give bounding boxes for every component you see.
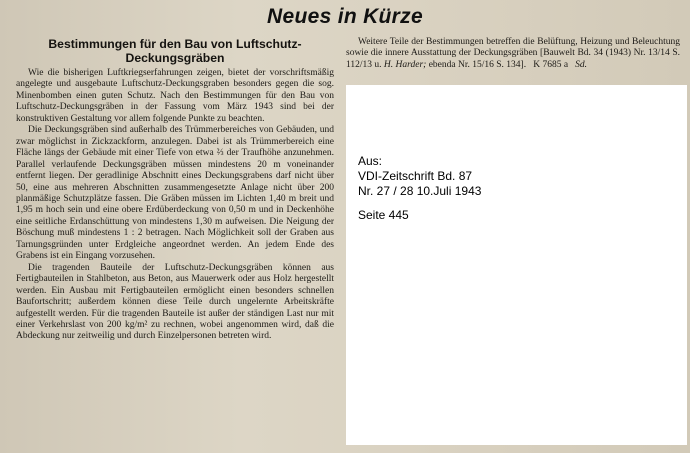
- source-note: [358, 154, 481, 223]
- reference-code: K 7685 a: [533, 59, 569, 70]
- article-title: [16, 37, 334, 65]
- article-paragraph-2: Die Deckungsgräben sind außerhalb des Trümmerbereiches von Gebäuden, und zwar möglichst in Zickzackform, anzulegen. Dabei ist als Trümmerbereich eine Fläche längs der Gebäude mit einer Tiefe von etwa ⅔ der Traufhöhe anzunehmen. Parallel verlaufende Deckungsgräben müssen mindestens 20 m voneinander entfernt liegen. Der geradlinige Abschnitt eines Deckungsgrabens darf nicht über 50, eine aus mehreren Abschnitten zusammengesetzte Anlage nicht über 200 planmäßige Schutzplätze fassen. Die Gräben müssen im Lichten 1,40 m breit und 1,95 m hoch sein und eine obere Erdüberdeckung von 0,50 m und in Deckenhöhe eine seitliche Erdanschüttung von mindestens 1,30 m aufweisen. Die Neigung der Böschung muß mindestens 1 : 2 betragen. Nach Möglichkeit soll der Graben aus Tarnungsgründen unter Erdgleiche angeordnet werden. An jedem Ende des Grabens ist ein Eingang vorzusehen.: [16, 125, 334, 262]
- citation-author: H. Harder;: [383, 59, 427, 70]
- author-signature: Sd.: [575, 59, 588, 70]
- article-paragraph-3: Die tragenden Bauteile der Luftschutz-Deckungsgräben können aus Fertigbauteilen in Stahlbeton, aus Beton, aus Mauerwerk oder aus Holz hergestellt werden. Ein Ausbau mit Fertigbauteilen ermöglicht einen besonders schnellen Baufortschritt; außerdem können diese Teile durch ungelernte Arbeitskräfte aufgestellt werden. Für die tragenden Bauteile ist außer der ständigen Last nur mit einer Verkehrslast von 200 kg/m² zu rechnen, wobei angenommen wird, daß die Abdeckung nur zeitweilig und durch Einzelpersonen betreten wird.: [16, 262, 334, 342]
- source-note-line-1: Aus:: [358, 154, 383, 168]
- continuation-paragraph: [346, 37, 680, 71]
- citation-source: ebenda Nr. 15/16 S. 134].: [426, 59, 527, 70]
- article-title-line-1: Bestimmungen für den Bau von Luftschutz-: [48, 37, 302, 51]
- article-title-line-2: Deckungsgräben: [125, 51, 225, 65]
- section-masthead: Neues in Kürze: [267, 5, 423, 28]
- source-note-page: Seite 445: [358, 208, 409, 222]
- article-right-column: [346, 37, 680, 71]
- continuation-text: Weitere Teile der Bestimmungen betreffen die Belüftung, Heizung und Beleuchtung sowie die innere Ausstattung der Deckungsgräben [Bauwelt Bd. 34 (1943) Nr. 13/14 S. 112/13 u.: [346, 37, 680, 70]
- article-left-column: [16, 37, 334, 343]
- source-note-line-3: Nr. 27 / 28 10.Juli 1943: [358, 184, 482, 198]
- source-note-line-2: VDI-Zeitschrift Bd. 87: [358, 169, 473, 183]
- article-paragraph-1: Wie die bisherigen Luftkriegserfahrungen zeigen, bietet der vorschriftsmäßig angelegte und ausgebaute Luftschutz-Deckungsgraben besonders gegen die sog. Minenbomben einen guten Schutz. Nach den Bestimmungen für den Bau von Luftschutz-Deckungsgräben in der Fassung vom März 1943 sind bei der konstruktiven Gestaltung vor allem folgende Punkte zu beachten.: [16, 68, 334, 124]
- source-note-box: [346, 85, 687, 445]
